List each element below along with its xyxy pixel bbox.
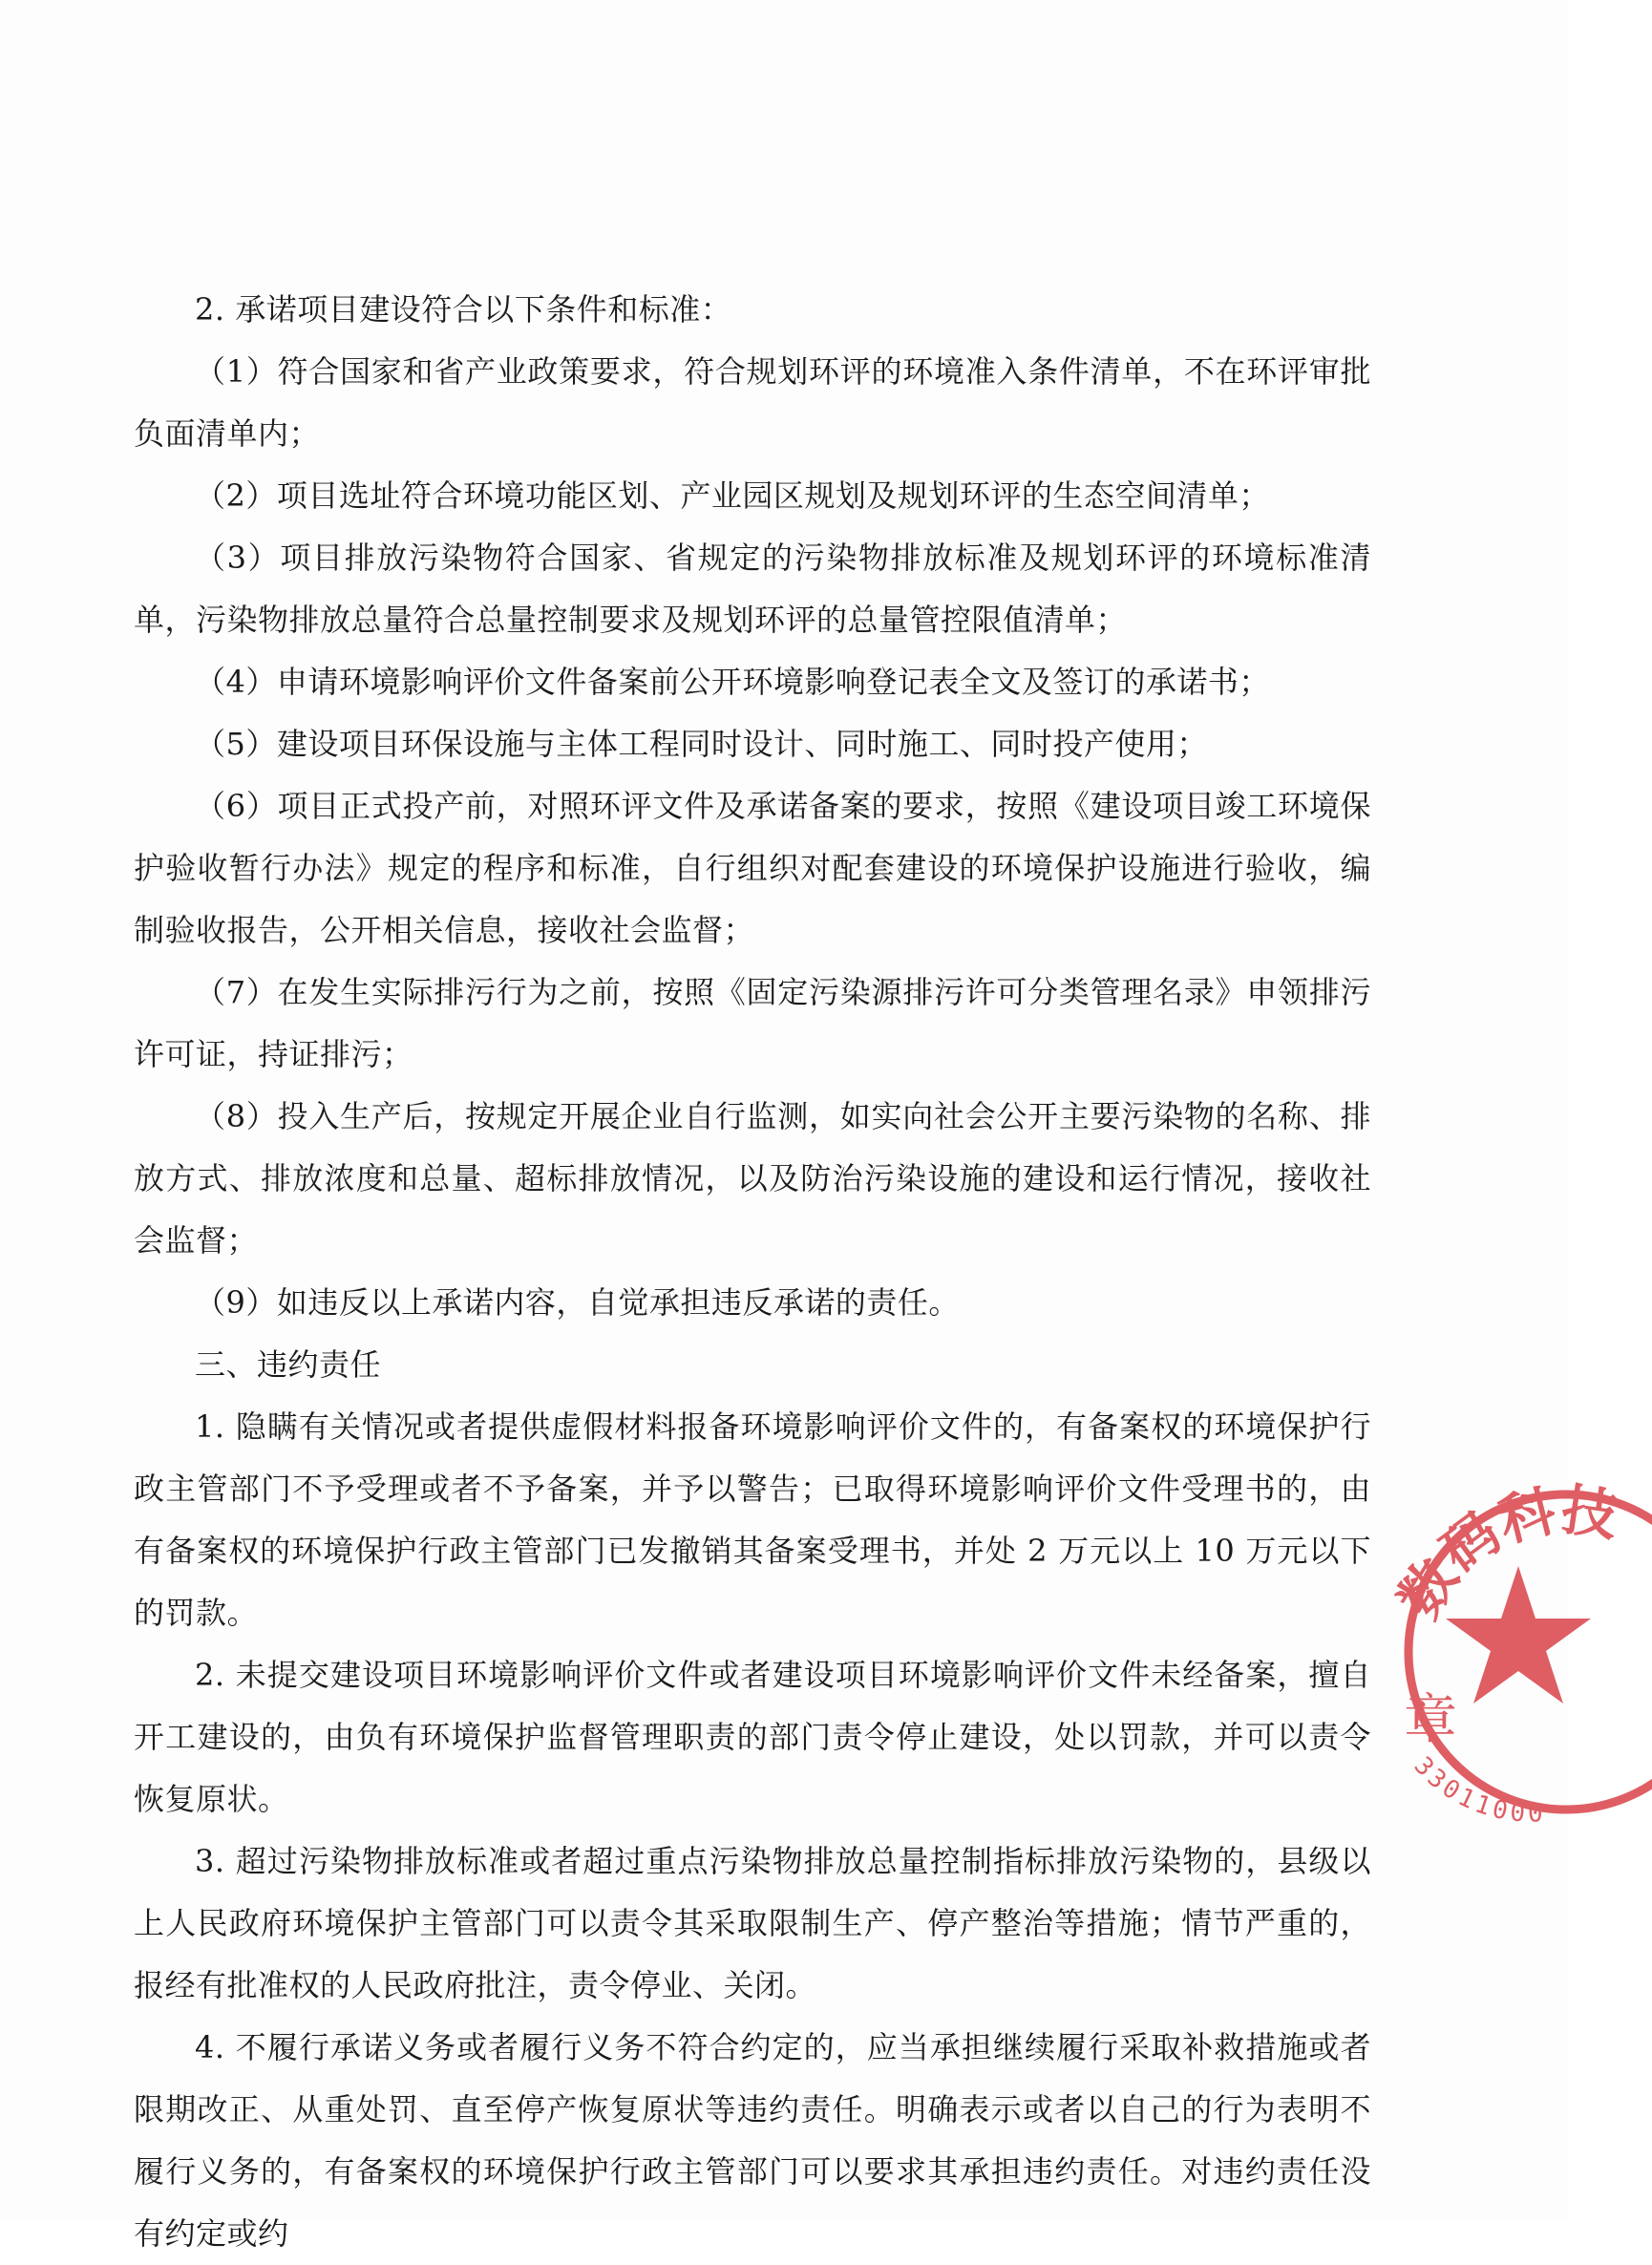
seal-code-text: 33011000: [1408, 1751, 1548, 1829]
paragraph-commit-conditions: 2. 承诺项目建设符合以下条件和标准：: [195, 291, 732, 328]
document-body: [134, 279, 1371, 2265]
paragraph-item-9: （9）如违反以上承诺内容，自觉承担违反承诺的责任。: [195, 1284, 960, 1321]
paragraph-item-7: （7）在发生实际排污行为之前，按照《固定污染源排污许可分类管理名录》申领排污许可证，持证排污；: [134, 974, 1371, 1072]
paragraph-item-2: （2）项目选址符合环境功能区划、产业园区规划及规划环评的生态空间清单；: [195, 477, 1270, 514]
paragraph-item-6: （6）项目正式投产前，对照环评文件及承诺备案的要求，按照《建设项目竣工环境保护验收暂行办法》规定的程序和标准，自行组织对配套建设的环境保护设施进行验收，编制验收报告，公开相关信息，接收社会监督；: [134, 788, 1371, 948]
paragraph-item-3: （3）项目排放污染物符合国家、省规定的污染物排放标准及规划环评的环境标准清单，污染物排放总量符合总量控制要求及规划环评的总量管控限值清单；: [134, 540, 1371, 638]
paragraph-liability-2: 2. 未提交建设项目环境影响评价文件或者建设项目环境影响评价文件未经备案，擅自开工建设的，由负有环境保护监督管理职责的部门责令停止建设，处以罚款，并可以责令恢复原状。: [134, 1657, 1371, 1817]
seal-star-icon: [1446, 1566, 1591, 1704]
paragraph-item-1: （1）符合国家和省产业政策要求，符合规划环评的环境准入条件清单，不在环评审批负面清单内；: [134, 353, 1371, 452]
paragraph-item-8: （8）投入生产后，按规定开展企业自行监测，如实向社会公开主要污染物的名称、排放方式、排放浓度和总量、超标排放情况，以及防治污染设施的建设和运行情况，接收社会监督；: [134, 1098, 1371, 1259]
seal-fragment-text: 章: [1404, 1689, 1457, 1751]
paragraph-liability-1: 1. 隐瞒有关情况或者提供虚假材料报备环境影响评价文件的，有备案权的环境保护行政主管部门不予受理或者不予备案，并予以警告；已取得环境影响评价文件受理书的，由有备案权的环境保护行政主管部门已发撤销其备案受理书，并处 2 万元以上 10 万元以下的罚款。: [134, 1408, 1371, 1631]
section-heading-liability: 三、违约责任: [195, 1346, 382, 1383]
paragraph-liability-4: 4. 不履行承诺义务或者履行义务不符合约定的，应当承担继续履行采取补救措施或者限期改正、从重处罚、直至停产恢复原状等违约责任。明确表示或者以自己的行为表明不履行义务的，有备案权的环境保护行政主管部门可以要求其承担违约责任。对违约责任没有约定或约: [134, 2029, 1371, 2252]
official-seal: [1386, 1461, 1652, 1843]
seal-stamp: [1386, 1476, 1652, 1828]
paragraph-item-5: （5）建设项目环保设施与主体工程同时设计、同时施工、同时投产使用；: [195, 726, 1208, 762]
paragraph-liability-3: 3. 超过污染物排放标准或者超过重点污染物排放总量控制指标排放污染物的，县级以上人民政府环境保护主管部门可以责令其采取限制生产、停产整治等措施；情节严重的，报经有批准权的人民政府批注，责令停业、关闭。: [134, 1843, 1371, 2003]
seal-arc-text: 数码科技: [1386, 1476, 1622, 1630]
paragraph-item-4: （4）申请环境影响评价文件备案前公开环境影响登记表全文及签订的承诺书；: [195, 664, 1270, 700]
